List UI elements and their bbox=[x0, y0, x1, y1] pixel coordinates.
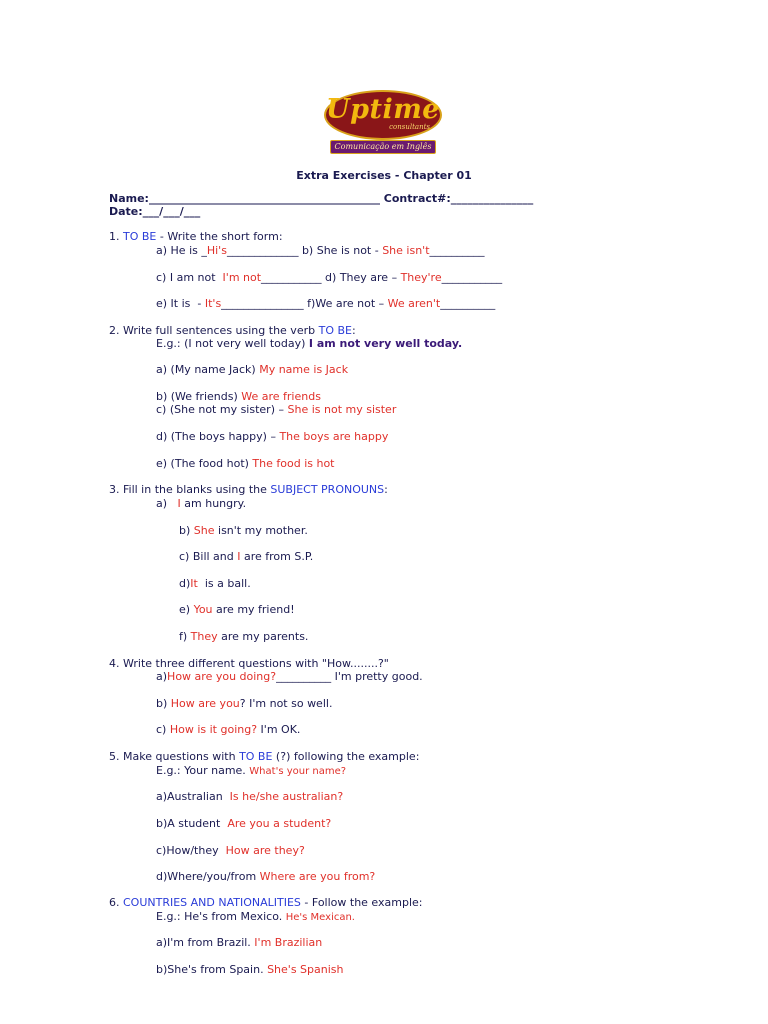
q3-keyword: SUBJECT PRONOUNS bbox=[270, 483, 385, 496]
q6-b: b)She's from Spain. She's Spanish bbox=[156, 963, 344, 976]
answer: How are they? bbox=[225, 844, 305, 857]
q2-heading: 2. Write full sentences using the verb TO BE: bbox=[109, 324, 356, 337]
name-label: Name: bbox=[109, 192, 149, 205]
q4-heading: 4. Write three different questions with "How........?" bbox=[109, 657, 389, 670]
q2-a: a) (My name Jack) My name is Jack bbox=[156, 363, 349, 376]
q5-d: d)Where/you/from Where are you from? bbox=[156, 870, 376, 883]
page-title: Extra Exercises - Chapter 01 bbox=[296, 169, 472, 182]
contract-label: Contract#: bbox=[383, 192, 451, 205]
q2-d: d) (The boys happy) – The boys are happy bbox=[156, 430, 389, 443]
q2-b: b) (We friends) We are friends bbox=[156, 390, 321, 403]
q4-b: b) How are you? I'm not so well. bbox=[156, 697, 333, 710]
q2-e: e) (The food hot) The food is hot bbox=[156, 457, 335, 470]
answer: How is it going? bbox=[169, 723, 258, 736]
q5-keyword: TO BE bbox=[239, 750, 273, 763]
answer: My name is Jack bbox=[259, 363, 349, 376]
logo-tagline: Comunicação em Inglês bbox=[330, 140, 436, 154]
q6-heading: 6. COUNTRIES AND NATIONALITIES - Follow the example: bbox=[109, 896, 423, 909]
q1-line-ef: e) It is - It's_______________ f)We are not – We aren't__________ bbox=[156, 297, 496, 310]
name-line bbox=[109, 192, 533, 206]
q6-a: a)I'm from Brazil. I'm Brazilian bbox=[156, 936, 323, 949]
q3-c: c) Bill and I are from S.P. bbox=[179, 550, 314, 563]
q6-example: E.g.: He's from Mexico. He's Mexican. bbox=[156, 910, 355, 923]
answer: She bbox=[193, 524, 215, 537]
q3-d: d)It is a ball. bbox=[179, 577, 251, 590]
answer: It's bbox=[204, 297, 222, 310]
answer: It bbox=[190, 577, 198, 590]
q3-a: a) I am hungry. bbox=[156, 497, 247, 510]
q4-c: c) How is it going? I'm OK. bbox=[156, 723, 301, 736]
example-answer: What's your name? bbox=[249, 766, 347, 777]
q1-line-cd: c) I am not I'm not___________ d) They are – They're___________ bbox=[156, 271, 503, 284]
answer: I'm not bbox=[222, 271, 262, 284]
answer: Where are you from? bbox=[259, 870, 376, 883]
answer: How are you doing? bbox=[167, 670, 277, 683]
contract-blank: _______________ bbox=[450, 192, 534, 205]
answer: How are you bbox=[170, 697, 240, 710]
q5-c: c)How/they How are they? bbox=[156, 844, 305, 857]
answer: They're bbox=[400, 271, 442, 284]
answer: Are you a student? bbox=[227, 817, 332, 830]
answer: I bbox=[177, 497, 181, 510]
answer: The boys are happy bbox=[279, 430, 389, 443]
q5-a: a)Australian Is he/she australian? bbox=[156, 790, 344, 803]
answer: She's Spanish bbox=[267, 963, 344, 976]
answer: We aren't bbox=[387, 297, 441, 310]
date-label: Date: bbox=[109, 205, 143, 218]
answer: You bbox=[193, 603, 213, 616]
q3-b: b) She isn't my mother. bbox=[179, 524, 308, 537]
q5-b: b)A student Are you a student? bbox=[156, 817, 332, 830]
answer: She isn't bbox=[382, 244, 430, 257]
example-answer: I am not very well today. bbox=[308, 337, 463, 350]
q1-keyword: TO BE bbox=[123, 230, 157, 243]
q2-c: c) (She not my sister) – She is not my sister bbox=[156, 403, 397, 416]
q2-example: E.g.: (I not very well today) I am not very well today. bbox=[156, 337, 463, 350]
q3-e: e) You are my friend! bbox=[179, 603, 295, 616]
uptime-logo bbox=[324, 90, 442, 156]
q5-example: E.g.: Your name. What's your name? bbox=[156, 764, 347, 777]
logo-subtitle: consultants bbox=[389, 123, 430, 131]
answer: We are friends bbox=[241, 390, 321, 403]
q1-heading: 1. TO BE - Write the short form: bbox=[109, 230, 283, 243]
date-line bbox=[109, 205, 200, 219]
answer: Hi's bbox=[206, 244, 227, 257]
q6-keyword: COUNTRIES AND NATIONALITIES bbox=[123, 896, 301, 909]
date-blank: ___/___/___ bbox=[142, 205, 201, 218]
q4-a: a)How are you doing?__________ I'm pretty good. bbox=[156, 670, 423, 683]
q2-keyword: TO BE bbox=[318, 324, 352, 337]
q1-line-ab: a) He is _Hi's_____________ b) She is not - She isn't__________ bbox=[156, 244, 485, 257]
answer: Is he/she australian? bbox=[229, 790, 344, 803]
answer: The food is hot bbox=[252, 457, 335, 470]
logo-word: Uptime bbox=[326, 94, 440, 125]
answer: They bbox=[190, 630, 218, 643]
answer: I bbox=[237, 550, 241, 563]
name-blank: __________________________________________ bbox=[148, 192, 380, 205]
q5-heading: 5. Make questions with TO BE (?) following the example: bbox=[109, 750, 420, 763]
answer: I'm Brazilian bbox=[254, 936, 323, 949]
example-answer: He's Mexican. bbox=[285, 912, 355, 923]
q3-heading: 3. Fill in the blanks using the SUBJECT PRONOUNS: bbox=[109, 483, 388, 496]
answer: She is not my sister bbox=[287, 403, 397, 416]
q3-f: f) They are my parents. bbox=[179, 630, 309, 643]
